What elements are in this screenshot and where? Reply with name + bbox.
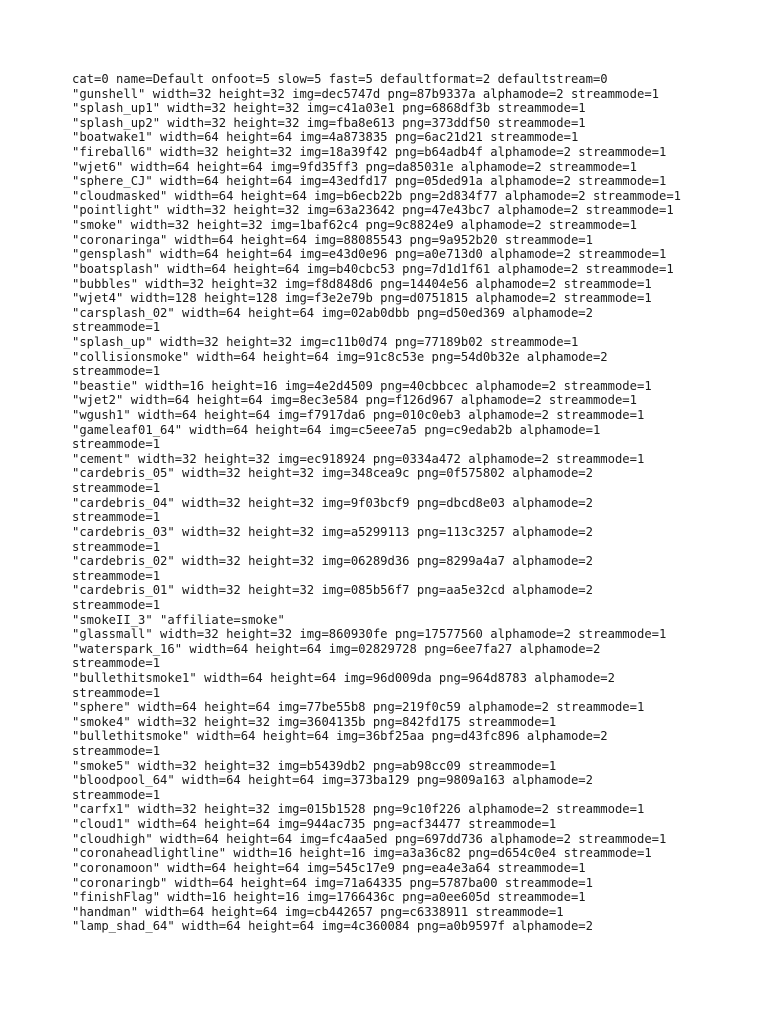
text-line: "sphere" width=64 height=64 img=77be55b8 png=219f0c59 alphamode=2 streammode=1 bbox=[72, 700, 645, 715]
text-line: "gensplash" width=64 height=64 img=e43d0e96 png=a0e713d0 alphamode=2 streammode=1 bbox=[72, 247, 667, 262]
text-line: "cardebris_03" width=32 height=32 img=a5299113 png=113c3257 alphamode=2 bbox=[72, 524, 593, 539]
text-line: "fireball6" width=32 height=32 img=18a39f42 png=b64adb4f alphamode=2 streammode=1 bbox=[72, 145, 667, 160]
text-line: "smokeII_3" "affiliate=smoke" bbox=[72, 612, 285, 627]
text-line: "bloodpool_64" width=64 height=64 img=373ba129 png=9809a163 alphamode=2 bbox=[72, 773, 593, 788]
text-line: "splash_up2" width=32 height=32 img=fba8e613 png=373ddf50 streammode=1 bbox=[72, 115, 586, 130]
text-line: "wjet4" width=128 height=128 img=f3e2e79b png=d0751815 alphamode=2 streammode=1 bbox=[72, 291, 652, 306]
text-line: "glassmall" width=32 height=32 img=860930fe png=17577560 alphamode=2 streammode=1 bbox=[72, 627, 667, 642]
text-line: "bullethitsmoke" width=64 height=64 img=36bf25aa png=d43fc896 alphamode=2 bbox=[72, 729, 608, 744]
text-line: "sphere_CJ" width=64 height=64 img=43edfd17 png=05ded91a alphamode=2 streammode=1 bbox=[72, 174, 667, 189]
text-line: "cloudhigh" width=64 height=64 img=fc4aa5ed png=697dd736 alphamode=2 streammode=1 bbox=[72, 831, 667, 846]
text-line: streammode=1 bbox=[72, 656, 161, 671]
text-line: "waterspark_16" width=64 height=64 img=02829728 png=6ee7fa27 alphamode=2 bbox=[72, 641, 601, 656]
text-line: streammode=1 bbox=[72, 437, 161, 452]
text-line: "splash_up1" width=32 height=32 img=c41a03e1 png=6868df3b streammode=1 bbox=[72, 101, 586, 116]
text-line: "cloudmasked" width=64 height=64 img=b6ecb22b png=2d834f77 alphamode=2 streammode=1 bbox=[72, 188, 682, 203]
text-line: streammode=1 bbox=[72, 597, 161, 612]
text-line: streammode=1 bbox=[72, 685, 161, 700]
text-line: "gunshell" width=32 height=32 img=dec5747d png=87b9337a alphamode=2 streammode=1 bbox=[72, 86, 659, 101]
text-line: cat=0 name=Default onfoot=5 slow=5 fast=5 defaultformat=2 defaultstream=0 bbox=[72, 72, 608, 86]
text-line: "coronaringb" width=64 height=64 img=71a64335 png=5787ba00 streammode=1 bbox=[72, 875, 593, 890]
text-line: "beastie" width=16 height=16 img=4e2d4509 png=40cbbcec alphamode=2 streammode=1 bbox=[72, 378, 652, 393]
text-line: "cardebris_05" width=32 height=32 img=348cea9c png=0f575802 alphamode=2 bbox=[72, 466, 593, 481]
text-line: "pointlight" width=32 height=32 img=63a23642 png=47e43bc7 alphamode=2 streammode=1 bbox=[72, 203, 674, 218]
text-line: "collisionsmoke" width=64 height=64 img=91c8c53e png=54d0b32e alphamode=2 bbox=[72, 349, 608, 364]
text-line: "boatwake1" width=64 height=64 img=4a873835 png=6ac21d21 streammode=1 bbox=[72, 130, 579, 145]
text-line: "lamp_shad_64" width=64 height=64 img=4c360084 png=a0b9597f alphamode=2 bbox=[72, 919, 593, 934]
text-line: "coronamoon" width=64 height=64 img=545c17e9 png=ea4e3a64 streammode=1 bbox=[72, 860, 586, 875]
text-line: "cardebris_04" width=32 height=32 img=9f03bcf9 png=dbcd8e03 alphamode=2 bbox=[72, 495, 593, 510]
text-line: streammode=1 bbox=[72, 539, 161, 554]
text-line: "boatsplash" width=64 height=64 img=b40cbc53 png=7d1d1f61 alphamode=2 streammode=1 bbox=[72, 261, 674, 276]
text-line: streammode=1 bbox=[72, 787, 161, 802]
text-line: streammode=1 bbox=[72, 744, 161, 759]
text-line: streammode=1 bbox=[72, 510, 161, 525]
text-line: streammode=1 bbox=[72, 568, 161, 583]
text-line: "cardebris_01" width=32 height=32 img=085b56f7 png=aa5e32cd alphamode=2 bbox=[72, 583, 593, 598]
text-line: "finishFlag" width=16 height=16 img=1766436c png=a0ee605d streammode=1 bbox=[72, 890, 586, 905]
text-line: "bullethitsmoke1" width=64 height=64 img=96d009da png=964d8783 alphamode=2 bbox=[72, 670, 615, 685]
text-line: streammode=1 bbox=[72, 320, 161, 335]
text-line: "splash_up" width=32 height=32 img=c11b0d74 png=77189b02 streammode=1 bbox=[72, 334, 579, 349]
text-line: "cloud1" width=64 height=64 img=944ac735 png=acf34477 streammode=1 bbox=[72, 817, 557, 832]
text-line: "handman" width=64 height=64 img=cb442657 png=c6338911 streammode=1 bbox=[72, 904, 564, 919]
text-line: "gameleaf01_64" width=64 height=64 img=c5eee7a5 png=c9edab2b alphamode=1 bbox=[72, 422, 601, 437]
text-line: "wjet6" width=64 height=64 img=9fd35ff3 png=da85031e alphamode=2 streammode=1 bbox=[72, 159, 637, 174]
text-line: "wjet2" width=64 height=64 img=8ec3e584 png=f126d967 alphamode=2 streammode=1 bbox=[72, 393, 637, 408]
text-line: streammode=1 bbox=[72, 481, 161, 496]
text-line: "coronaheadlightline" width=16 height=16 img=a3a36c82 png=d654c0e4 streammode=1 bbox=[72, 846, 652, 861]
config-text-document bbox=[72, 72, 712, 934]
text-line: "cement" width=32 height=32 img=ec918924 png=0334a472 alphamode=2 streammode=1 bbox=[72, 451, 645, 466]
text-line: "cardebris_02" width=32 height=32 img=06289d36 png=8299a4a7 alphamode=2 bbox=[72, 554, 593, 569]
text-line: "wgush1" width=64 height=64 img=f7917da6 png=010c0eb3 alphamode=2 streammode=1 bbox=[72, 408, 645, 423]
text-line: streammode=1 bbox=[72, 364, 161, 379]
text-line: "smoke4" width=32 height=32 img=3604135b png=842fd175 streammode=1 bbox=[72, 714, 557, 729]
text-line: "carsplash_02" width=64 height=64 img=02ab0dbb png=d50ed369 alphamode=2 bbox=[72, 305, 593, 320]
text-line: "bubbles" width=32 height=32 img=f8d848d6 png=14404e56 alphamode=2 streammode=1 bbox=[72, 276, 652, 291]
text-line: "smoke5" width=32 height=32 img=b5439db2 png=ab98cc09 streammode=1 bbox=[72, 758, 557, 773]
text-line: "smoke" width=32 height=32 img=1baf62c4 png=9c8824e9 alphamode=2 streammode=1 bbox=[72, 218, 637, 233]
text-line: "coronaringa" width=64 height=64 img=88085543 png=9a952b20 streammode=1 bbox=[72, 232, 593, 247]
text-line: "carfx1" width=32 height=32 img=015b1528 png=9c10f226 alphamode=2 streammode=1 bbox=[72, 802, 645, 817]
